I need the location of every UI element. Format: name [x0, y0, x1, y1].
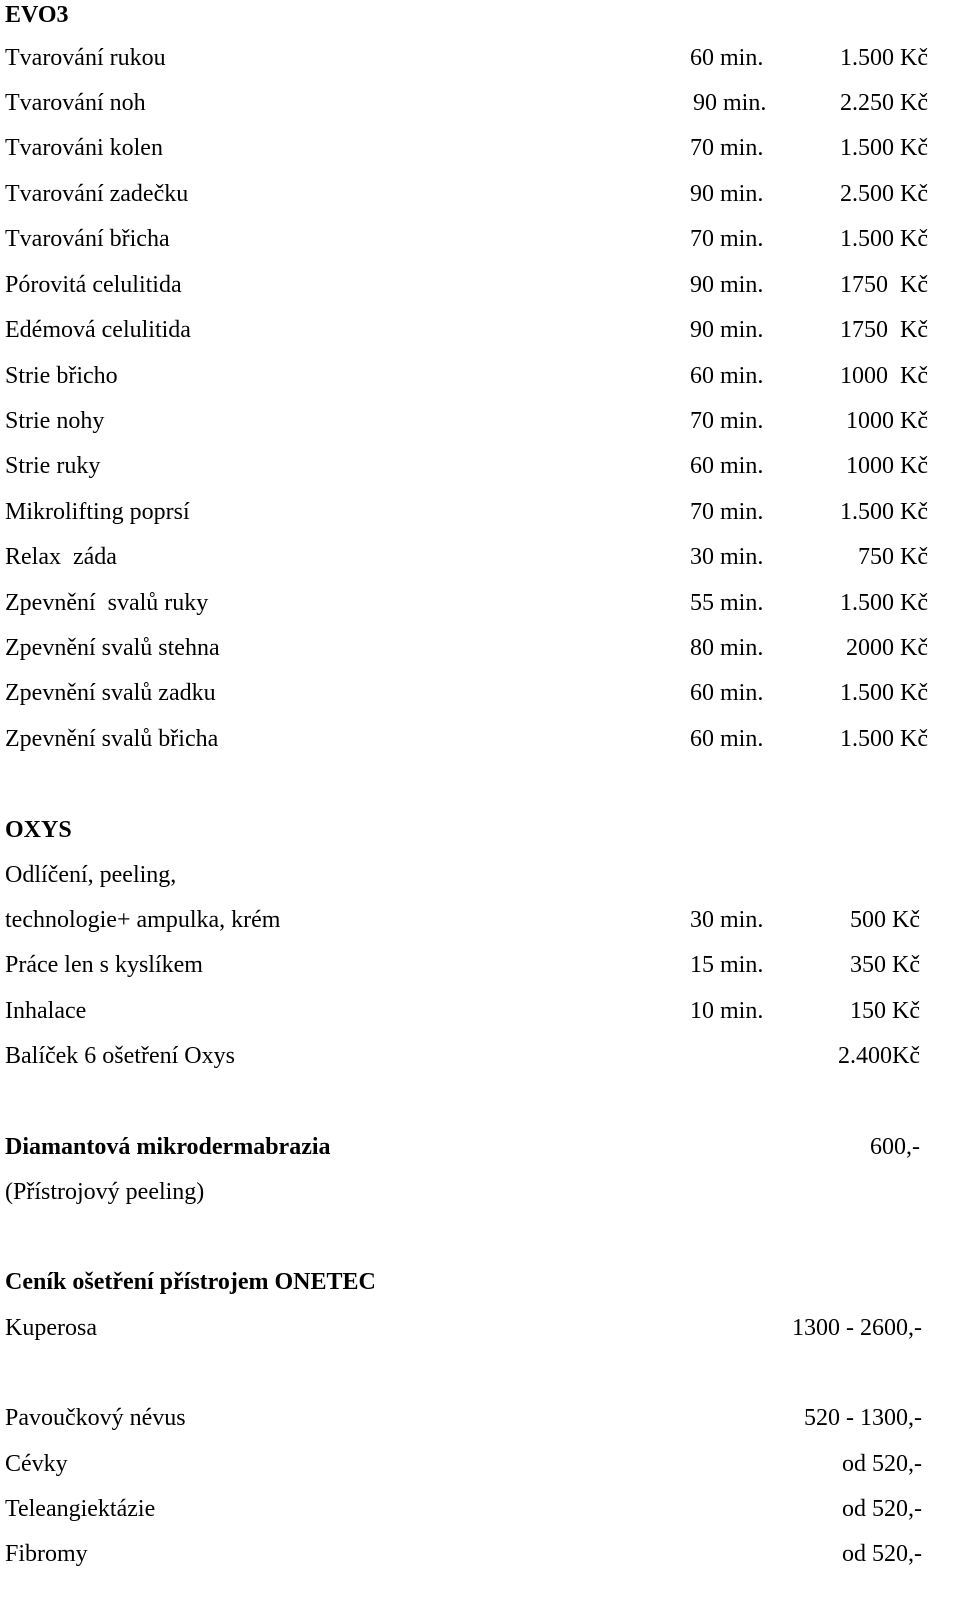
service-price: 500 Kč	[850, 907, 920, 933]
table-row	[0, 724, 960, 754]
service-duration: 70 min.	[690, 135, 764, 161]
service-price: 1.500 Kč	[840, 726, 928, 752]
table-row	[0, 996, 960, 1026]
service-duration: 60 min.	[690, 45, 764, 71]
diamant-header-row	[0, 1132, 960, 1162]
table-row	[0, 588, 960, 618]
table-row	[0, 1313, 960, 1343]
service-name: Tvarování zadečku	[5, 181, 189, 207]
service-name: Kuperosa	[5, 1315, 97, 1341]
table-row	[0, 1403, 960, 1433]
service-name: Tvarování rukou	[5, 45, 166, 71]
service-name: Tvarováni kolen	[5, 135, 163, 161]
service-duration: 90 min.	[690, 317, 764, 343]
service-price: od 520,-	[842, 1496, 922, 1522]
service-name: Práce len s kyslíkem	[5, 952, 203, 978]
section-title-diamant: Diamantová mikrodermabrazia	[5, 1134, 331, 1160]
service-price: 1.500 Kč	[840, 135, 928, 161]
service-price: 1000 Kč	[846, 453, 928, 479]
table-row	[0, 133, 960, 163]
service-duration: 90 min.	[693, 90, 767, 116]
service-price: od 520,-	[842, 1541, 922, 1567]
table-row	[0, 1494, 960, 1524]
service-name: Zpevnění svalů ruky	[5, 590, 209, 616]
service-price: 1300 - 2600,-	[792, 1315, 922, 1341]
service-duration: 90 min.	[690, 181, 764, 207]
service-name: Teleangiektázie	[5, 1496, 156, 1522]
service-duration: 70 min.	[690, 226, 764, 252]
table-row	[0, 88, 960, 118]
service-duration: 70 min.	[690, 408, 764, 434]
table-row	[0, 633, 960, 663]
table-row	[0, 905, 960, 935]
service-name: Zpevnění svalů stehna	[5, 635, 220, 661]
table-row	[0, 315, 960, 345]
section-title-oxys: OXYS	[5, 817, 72, 843]
section-title-onetec: Ceník ošetření přístrojem ONETEC	[5, 1269, 376, 1295]
service-name: Tvarování noh	[5, 90, 146, 116]
table-row	[0, 451, 960, 481]
table-row	[0, 950, 960, 980]
section-title-evo3: EVO3	[5, 2, 69, 28]
service-price: 2000 Kč	[846, 635, 928, 661]
service-price: 1000 Kč	[840, 363, 928, 389]
table-row	[0, 406, 960, 436]
service-price: 1750 Kč	[840, 272, 928, 298]
table-row	[0, 1449, 960, 1479]
service-price: 1000 Kč	[846, 408, 928, 434]
service-duration: 15 min.	[690, 952, 764, 978]
service-name: technologie+ ampulka, krém	[5, 907, 281, 933]
service-name: Pórovitá celulitida	[5, 272, 182, 298]
service-duration: 70 min.	[690, 499, 764, 525]
table-row	[0, 224, 960, 254]
service-price: 520 - 1300,-	[804, 1405, 922, 1431]
service-duration: 10 min.	[690, 998, 764, 1024]
service-name: Relax záda	[5, 544, 117, 570]
service-duration: 30 min.	[690, 544, 764, 570]
table-row	[0, 361, 960, 391]
service-duration: 60 min.	[690, 363, 764, 389]
service-name: Pavoučkový névus	[5, 1405, 186, 1431]
service-price: 1750 Kč	[840, 317, 928, 343]
service-duration: 60 min.	[690, 726, 764, 752]
table-row	[0, 43, 960, 73]
table-row	[0, 1041, 960, 1071]
service-duration: 80 min.	[690, 635, 764, 661]
service-duration: 60 min.	[690, 453, 764, 479]
diamant-subtitle: (Přístrojový peeling)	[5, 1179, 205, 1205]
service-price: 1.500 Kč	[840, 680, 928, 706]
service-price: od 520,-	[842, 1451, 922, 1477]
table-row	[0, 179, 960, 209]
service-name: Balíček 6 ošetření Oxys	[5, 1043, 235, 1069]
service-name: Tvarování břicha	[5, 226, 170, 252]
table-row	[0, 542, 960, 572]
service-duration: 30 min.	[690, 907, 764, 933]
service-price: 1.500 Kč	[840, 499, 928, 525]
service-name: Strie ruky	[5, 453, 101, 479]
service-duration: 60 min.	[690, 680, 764, 706]
service-name: Mikrolifting poprsí	[5, 499, 190, 525]
diamant-price: 600,-	[870, 1134, 920, 1160]
service-name: Cévky	[5, 1451, 68, 1477]
service-price: 350 Kč	[850, 952, 920, 978]
table-row	[0, 497, 960, 527]
service-price: 2.400Kč	[838, 1043, 920, 1069]
table-row	[0, 1539, 960, 1569]
oxys-intro: Odlíčení, peeling,	[5, 862, 177, 888]
table-row	[0, 270, 960, 300]
service-name: Edémová celulitida	[5, 317, 191, 343]
service-name: Zpevnění svalů zadku	[5, 680, 216, 706]
service-price: 1.500 Kč	[840, 226, 928, 252]
service-name: Zpevnění svalů břicha	[5, 726, 219, 752]
service-price: 1.500 Kč	[840, 45, 928, 71]
service-name: Strie břicho	[5, 363, 118, 389]
service-price: 750 Kč	[858, 544, 928, 570]
service-price: 1.500 Kč	[840, 590, 928, 616]
service-price: 150 Kč	[850, 998, 920, 1024]
service-price: 2.500 Kč	[840, 181, 928, 207]
service-name: Strie nohy	[5, 408, 105, 434]
service-duration: 55 min.	[690, 590, 764, 616]
service-price: 2.250 Kč	[840, 90, 928, 116]
service-name: Fibromy	[5, 1541, 88, 1567]
service-name: Inhalace	[5, 998, 87, 1024]
service-duration: 90 min.	[690, 272, 764, 298]
table-row	[0, 678, 960, 708]
